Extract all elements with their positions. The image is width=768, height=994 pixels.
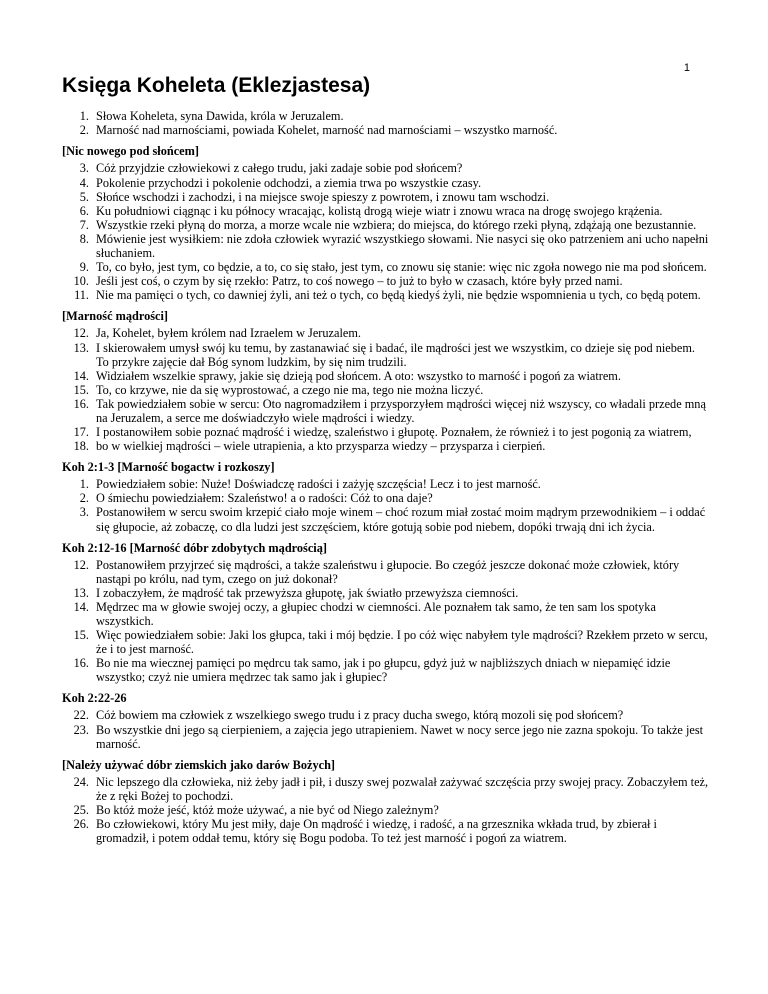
verse-item xyxy=(62,505,710,533)
document-body xyxy=(62,72,710,845)
verse-number: 2. xyxy=(79,123,89,138)
verse-list xyxy=(62,775,710,845)
section-heading: [Należy używać dóbr ziemskich jako darów Bożych] xyxy=(62,757,336,772)
sections-container xyxy=(62,109,710,845)
section xyxy=(62,109,710,137)
section-heading: Koh 2:22-26 xyxy=(62,691,127,706)
verse-number: 18. xyxy=(73,439,89,454)
verse-text: Nie ma pamięci o tych, co dawniej żyli, ani też o tych, co będą kiedyś żyli, nie będzie wspomnienia u tych, co będą potem. xyxy=(96,288,701,303)
verse-text: Więc powiedziałem sobie: Jaki los głupca, taki i mój będzie. I po cóż więc nabyłem tyle mądrości? Rzekłem przeto w sercu, że i to jest marność. xyxy=(96,628,708,657)
verse-number: 13. xyxy=(73,340,89,355)
verse-text: Bo człowiekowi, który Mu jest miły, daje On mądrość i wiedzę, i radość, a na grzesznika wkłada trud, by zbierał i gromadził, i potem oddał temu, który się Bogu podoba. To też jest marność i pogoń za wiatrem. xyxy=(96,817,657,846)
verse-number: 16. xyxy=(73,656,89,671)
verse-number: 6. xyxy=(79,203,89,218)
verse-number: 15. xyxy=(73,382,89,397)
verse-number: 8. xyxy=(79,231,89,246)
verse-list xyxy=(62,708,710,750)
verse-number: 22. xyxy=(73,708,89,723)
verse-text: Postanowiłem w sercu swoim krzepić ciało moje winem – choć rozum miał zostać moim mądrym przewodnikiem – i oddać się głupocie, aż zobaczę, co dla ludzi jest szczęściem, które gotują sobie pod niebem, dopóki trwają dni ich życia. xyxy=(96,505,706,534)
verse-text: Cóż przyjdzie człowiekowi z całego trudu, jaki zadaje sobie pod słońcem? xyxy=(96,161,463,176)
verse-number: 14. xyxy=(73,599,89,614)
verse-text: Wszystkie rzeki płyną do morza, a morze wcale nie wzbiera; do miejsca, do którego rzeki płyną, zdążają one bezustannie. xyxy=(96,217,697,232)
verse-item xyxy=(62,558,710,586)
verse-number: 12. xyxy=(73,326,89,341)
verse-text: I skierowałem umysł swój ku temu, by zastanawiać się i badać, ile mądrości jest we wszystkim, co dzieje się pod niebem. To przykre zajęcie dał Bóg synom ludzkim, by się nim trudzili. xyxy=(96,340,695,369)
verse-number: 17. xyxy=(73,425,89,440)
verse-item xyxy=(62,775,710,803)
section-heading: [Marność mądrości] xyxy=(62,309,168,324)
verse-text: bo w wielkiej mądrości – wiele utrapienia, a kto przysparza wiedzy – przysparza i cierpień. xyxy=(96,439,546,454)
verse-item xyxy=(62,477,710,491)
verse-item xyxy=(62,656,710,684)
verse-item xyxy=(62,369,710,383)
verse-number: 2. xyxy=(79,491,89,506)
verse-text: Pokolenie przychodzi i pokolenie odchodzi, a ziemia trwa po wszystkie czasy. xyxy=(96,175,482,190)
verse-item xyxy=(62,204,710,218)
verse-number: 3. xyxy=(79,505,89,520)
verse-text: Widziałem wszelkie sprawy, jakie się dzieją pod słońcem. A oto: wszystko to marność i pogoń za wiatrem. xyxy=(96,368,621,383)
verse-number: 5. xyxy=(79,189,89,204)
verse-text: Mędrzec ma w głowie swojej oczy, a głupiec chodzi w ciemności. Ale poznałem tak samo, że ten sam los spotyka wszystkich. xyxy=(96,599,656,629)
verse-number: 7. xyxy=(79,217,89,232)
section xyxy=(62,691,710,750)
verse-number: 13. xyxy=(73,585,89,600)
verse-text: To, co krzywe, nie da się wyprostować, a czego nie ma, tego nie można liczyć. xyxy=(96,382,484,397)
verse-number: 3. xyxy=(79,161,89,176)
verse-list xyxy=(62,558,710,685)
verse-text: I postanowiłem sobie poznać mądrość i wiedzę, szaleństwo i głupotę. Poznałem, że również i to jest pogonią za wiatrem, xyxy=(96,425,692,440)
verse-item xyxy=(62,383,710,397)
verse-item xyxy=(62,109,710,123)
verse-number: 23. xyxy=(73,722,89,737)
verse-number: 24. xyxy=(73,774,89,789)
verse-item xyxy=(62,123,710,137)
verse-item xyxy=(62,439,710,453)
verse-number: 25. xyxy=(73,802,89,817)
verse-number: 9. xyxy=(79,260,89,275)
verse-item xyxy=(62,274,710,288)
section xyxy=(62,541,710,685)
verse-text: O śmiechu powiedziałem: Szaleństwo! a o radości: Cóż to ona daje? xyxy=(96,491,433,506)
verse-number: 4. xyxy=(79,175,89,190)
verse-text: Mówienie jest wysiłkiem: nie zdoła człowiek wyrazić wszystkiego słowami. Nie nasyci się oko patrzeniem ani ucho napełni słuchaniem. xyxy=(96,231,709,261)
verse-item xyxy=(62,628,710,656)
verse-text: Nic lepszego dla człowieka, niż żeby jadł i pił, i duszy swej pozwalał zażywać szczęścia przy swojej pracy. Zobaczyłem też, że z ręki Bożej to pochodzi. xyxy=(96,774,709,803)
verse-number: 12. xyxy=(73,557,89,572)
section xyxy=(62,144,710,302)
verse-item xyxy=(62,491,710,505)
verse-text: Marność nad marnościami, powiada Kohelet, marność nad marnościami – wszystko marność. xyxy=(96,123,558,138)
verse-text: Powiedziałem sobie: Nuże! Doświadczę radości i zażyję szczęścia! Lecz i to jest marność. xyxy=(96,477,541,492)
verse-number: 11. xyxy=(74,288,89,303)
verse-text: Jeśli jest coś, o czym by się rzekło: Patrz, to coś nowego – to już to było w czasach, które były przed nami. xyxy=(96,274,623,289)
verse-item xyxy=(62,288,710,302)
verse-list xyxy=(62,326,710,453)
verse-item xyxy=(62,817,710,845)
verse-text: Cóż bowiem ma człowiek z wszelkiego swego trudu i z pracy ducha swego, którą mozoli się pod słońcem? xyxy=(96,708,624,723)
verse-item xyxy=(62,341,710,369)
verse-item xyxy=(62,397,710,425)
verse-list xyxy=(62,477,710,533)
verse-text: To, co było, jest tym, co będzie, a to, co się stało, jest tym, co znowu się stanie: więc nic zgoła nowego nie ma pod słońcem. xyxy=(96,260,707,275)
verse-number: 1. xyxy=(79,109,89,124)
verse-number: 26. xyxy=(73,817,89,832)
verse-item xyxy=(62,326,710,340)
verse-item xyxy=(62,218,710,232)
verse-item xyxy=(62,586,710,600)
section-heading: Koh 2:1-3 [Marność bogactw i rozkoszy] xyxy=(62,460,275,475)
verse-item xyxy=(62,600,710,628)
verse-item xyxy=(62,232,710,260)
verse-item xyxy=(62,161,710,175)
verse-text: Bo nie ma wiecznej pamięci po mędrcu tak samo, jak i po głupcu, gdyż już w najbliższych dniach w niepamięć idzie wszystko; czyż nie umiera mędrzec tak samo jak i głupiec? xyxy=(96,656,671,685)
verse-item xyxy=(62,723,710,751)
verse-text: I zobaczyłem, że mądrość tak przewyższa głupotę, jak światło przewyższa ciemności. xyxy=(96,585,519,600)
verse-number: 16. xyxy=(73,396,89,411)
verse-text: Ja, Kohelet, byłem królem nad Izraelem w Jeruzalem. xyxy=(96,326,361,341)
verse-text: Ku południowi ciągnąc i ku północy wracając, kolistą drogą wieje wiatr i znowu wraca na drogę swojego krążenia. xyxy=(96,203,663,218)
section xyxy=(62,460,710,533)
verse-text: Postanowiłem przyjrzeć się mądrości, a także szaleństwu i głupocie. Bo czegóż jeszcze dokonać może człowiek, który nastąpi po królu, nad tym, czego on już dokonał? xyxy=(96,557,680,586)
verse-item xyxy=(62,190,710,204)
verse-list xyxy=(62,161,710,302)
verse-number: 1. xyxy=(79,477,89,492)
verse-text: Słowa Koheleta, syna Dawida, króla w Jeruzalem. xyxy=(96,109,344,124)
section-heading: [Nic nowego pod słońcem] xyxy=(62,144,199,159)
verse-text: Słońce wschodzi i zachodzi, i na miejsce swoje spieszy z powrotem, i znowu tam wschodzi. xyxy=(96,189,550,204)
verse-item xyxy=(62,176,710,190)
section-heading: Koh 2:12-16 [Marność dóbr zdobytych mądrością] xyxy=(62,540,327,555)
verse-item xyxy=(62,260,710,274)
verse-item xyxy=(62,803,710,817)
verse-text: Tak powiedziałem sobie w sercu: Oto nagromadziłem i przysporzyłem mądrości więcej niż wszyscy, co władali przede mną na Jeruzalem, a serce me doświadczyło wiele mądrości i wiedzy. xyxy=(96,396,706,425)
verse-item xyxy=(62,425,710,439)
verse-number: 15. xyxy=(73,628,89,643)
verse-text: Bo któż może jeść, któż może używać, a nie być od Niego zależnym? xyxy=(96,802,439,817)
verse-number: 10. xyxy=(73,274,89,289)
verse-list xyxy=(62,109,710,137)
section xyxy=(62,309,710,453)
verse-text: Bo wszystkie dni jego są cierpieniem, a zajęcia jego utrapieniem. Nawet w nocy serce jego nie zazna spokoju. To także jest marność. xyxy=(96,722,704,751)
verse-number: 14. xyxy=(73,368,89,383)
verse-item xyxy=(62,708,710,722)
page-number: 1 xyxy=(683,62,690,74)
document-title: Księga Koheleta (Eklezjastesa) xyxy=(62,74,371,97)
section xyxy=(62,758,710,845)
